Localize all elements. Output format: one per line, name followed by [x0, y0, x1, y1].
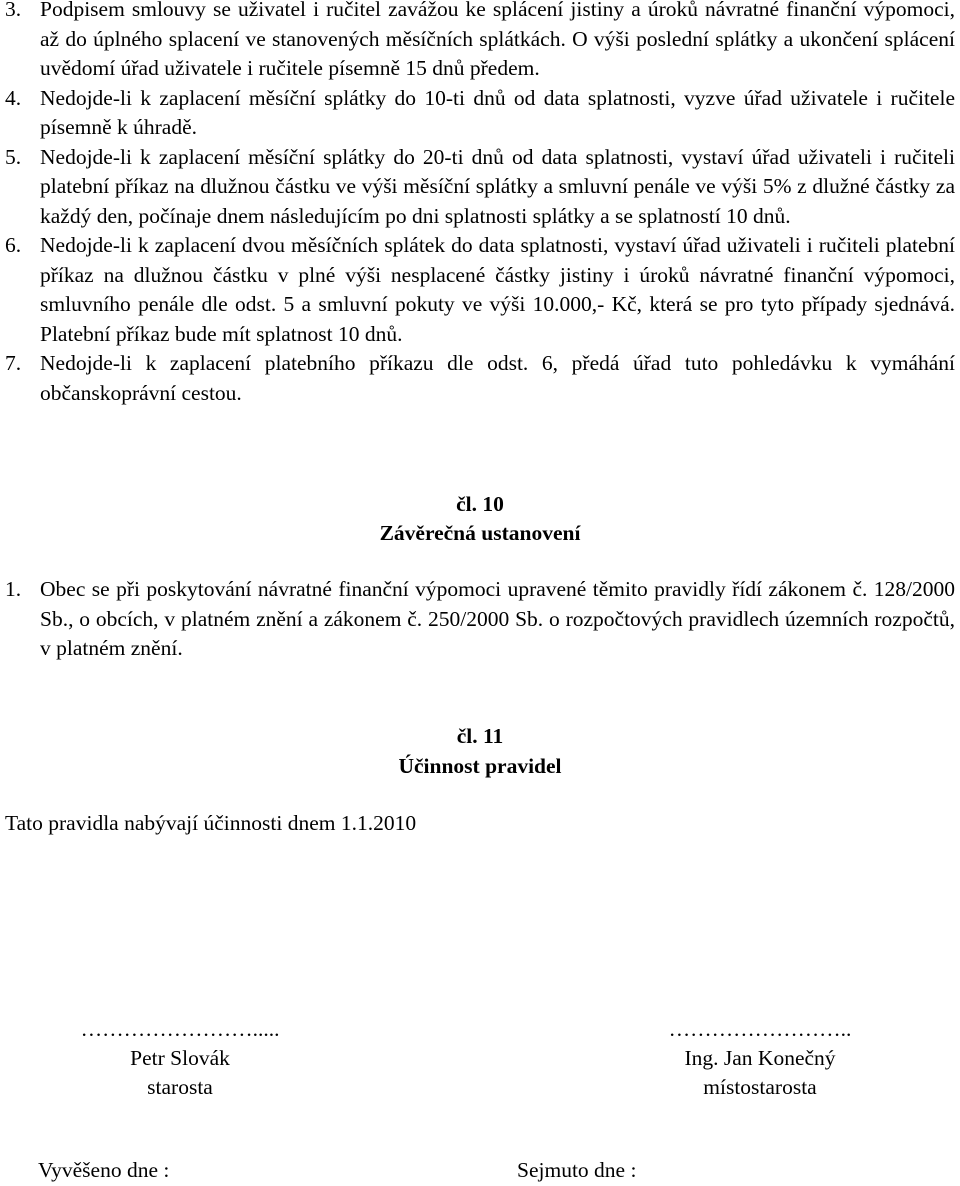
list-item — [5, 349, 955, 408]
signature-line: …………………….. — [668, 1017, 852, 1041]
item-text: Obec se při poskytování návratné finanční výpomoci upravené těmito pravidly řídí zákonem č. 128/2000 Sb., o obcích, v platném znění a zákonem č. 250/2000 Sb. o rozpočtových pravidlech územních rozpočtů, v platném znění. — [40, 577, 955, 660]
item-number: 5. — [5, 144, 22, 169]
section-items-list — [5, 0, 955, 408]
signatory-name: Petr Slovák — [130, 1046, 230, 1070]
list-item — [5, 84, 955, 143]
effective-date-text: Tato pravidla nabývají účinnosti dnem 1.1.2010 — [5, 811, 417, 835]
item-number: 3. — [5, 0, 22, 21]
signature-right — [620, 1015, 900, 1102]
article-11-title: Účinnost pravidel — [398, 754, 562, 778]
article-10-number: čl. 10 — [456, 492, 504, 516]
signatory-role: místostarosta — [703, 1075, 817, 1099]
list-item — [5, 0, 955, 84]
list-item — [5, 231, 955, 349]
item-number: 1. — [5, 577, 22, 601]
list-item — [5, 143, 955, 232]
item-number: 6. — [5, 233, 22, 257]
posted-date-label: Vyvěšeno dne : — [38, 1158, 170, 1182]
signature-left — [40, 1015, 320, 1102]
signatory-role: starosta — [147, 1075, 213, 1099]
item-text: Nedojde-li k zaplacení platebního příkazu dle odst. 6, předá úřad tuto pohledávku k vymáhání občanskoprávní cestou. — [40, 351, 955, 405]
removed-date-label: Sejmuto dne : — [517, 1158, 637, 1182]
list-item — [5, 575, 955, 664]
item-text: Nedojde-li k zaplacení měsíční splátky do 20-ti dnů od data splatnosti, vystaví úřad uživateli i ručiteli platební příkaz na dlužnou částku ve výši měsíční splátky a smluvní penále ve výši 5% z dlužné částky za každý den, počínaje dnem následujícím po dni splatnosti splátky a se splatností 10 dnů. — [40, 144, 955, 228]
signature-line: ……………………..... — [80, 1017, 280, 1041]
signatory-name: Ing. Jan Konečný — [684, 1046, 836, 1070]
item-number: 4. — [5, 85, 22, 110]
item-text: Podpisem smlouvy se uživatel i ručitel zavážou ke splácení jistiny a úroků návratné finanční výpomoci, až do úplného splacení ve stanovených měsíčních splátkách. O výši poslední splátky a ukončení splácení uvědomí úřad uživatele i ručitele písemně 15 dnů předem. — [40, 0, 955, 80]
article-10-items-list — [5, 575, 955, 664]
item-text: Nedojde-li k zaplacení měsíční splátky do 10-ti dnů od data splatnosti, vyzve úřad uživatele i ručitele písemně k úhradě. — [40, 85, 955, 139]
item-number: 7. — [5, 351, 22, 375]
item-text: Nedojde-li k zaplacení dvou měsíčních splátek do data splatnosti, vystaví úřad uživateli i ručiteli platební příkaz na dlužnou částku v plné výši nesplacené částky jistiny i úroků návratné finanční výpomoci, smluvního penále dle odst. 5 a smluvní pokuty ve výši 10.000,- Kč, která se pro tyto případy sjednává. Platební příkaz bude mít splatnost 10 dnů. — [40, 233, 955, 346]
article-10-title: Závěrečná ustanovení — [379, 521, 581, 545]
article-11-number: čl. 11 — [456, 724, 504, 748]
